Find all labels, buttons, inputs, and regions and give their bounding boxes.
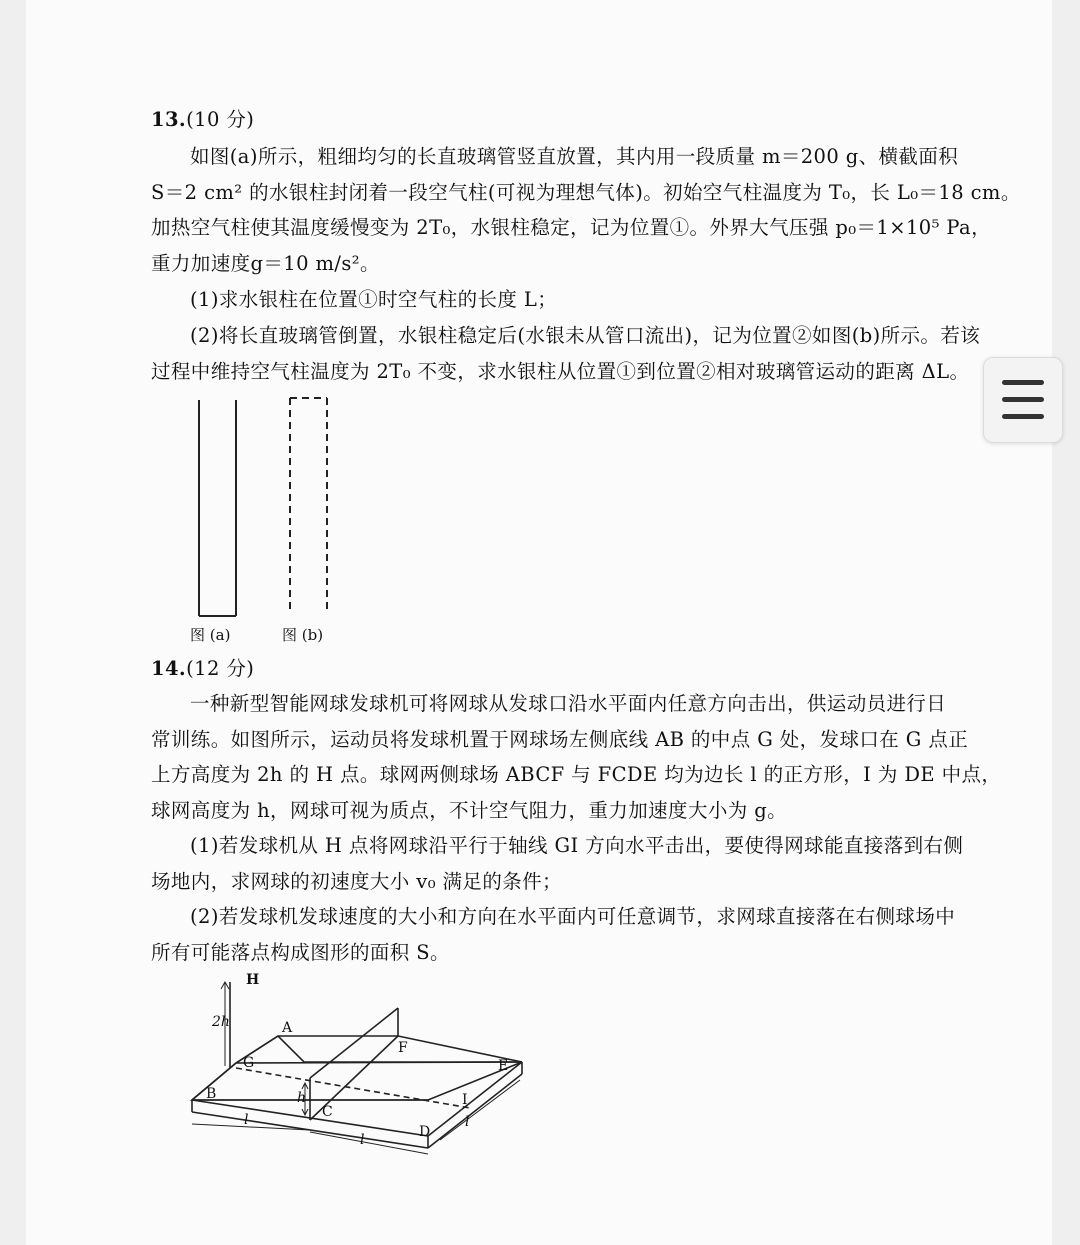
- q13-text-line-4: 重力加速度g＝10 m/s²。: [151, 252, 380, 275]
- figure-b-label: 图 (b): [282, 626, 324, 644]
- label-B: B: [206, 1086, 217, 1102]
- label-h: h: [297, 1090, 307, 1106]
- q13-sub2-line-2: 过程中维持空气柱温度为 2T₀ 不变，求水银柱从位置①到位置②相对玻璃管运动的距离 ΔL。: [151, 360, 970, 383]
- q14-text-line-3: 上方高度为 2h 的 H 点。球网两侧球场 ABCF 与 FCDE 均为边长 l 的正方形，I 为 DE 中点，: [151, 763, 1002, 786]
- q13-text-line-1: 如图(a)所示，粗细均匀的长直玻璃管竖直放置，其内用一段质量 m＝200 g、横截面积: [190, 145, 959, 168]
- label-l-right: l: [465, 1114, 470, 1130]
- q14-text-line-1: 一种新型智能网球发球机可将网球从发球口沿水平面内任意方向击出，供运动员进行日: [190, 692, 947, 715]
- q14-text-line-4: 球网高度为 h，网球可视为质点，不计空气阻力，重力加速度大小为 g。: [151, 799, 788, 822]
- label-l-left: l: [244, 1112, 249, 1128]
- label-C: C: [322, 1104, 333, 1120]
- label-F: F: [398, 1040, 408, 1056]
- label-D: D: [419, 1124, 431, 1140]
- court-outline: [192, 1036, 522, 1100]
- q13-text-line-2: S＝2 cm² 的水银柱封闭着一段空气柱(可视为理想气体)。初始空气柱温度为 T₀，长 L₀＝18 cm。: [151, 181, 1021, 204]
- axis-gi: [236, 1068, 470, 1108]
- q13-text-line-3: 加热空气柱使其温度缓慢变为 2T₀，水银柱稳定，记为位置①。外界大气压强 p₀＝1×10⁵ Pa，: [151, 216, 991, 239]
- q14-text-line-2: 常训练。如图所示，运动员将发球机置于网球场左侧底线 AB 的中点 G 处，发球口在 G 点正: [151, 728, 969, 751]
- label-l-middle: l: [360, 1132, 365, 1148]
- q14-sub1-line-1: (1)若发球机从 H 点将网球沿平行于轴线 GI 方向水平击出，要使得网球能直接落到右侧: [190, 834, 964, 857]
- hamburger-menu-button[interactable]: [983, 357, 1063, 443]
- label-2h: 2h: [212, 1014, 230, 1030]
- label-G: G: [243, 1055, 255, 1071]
- q14-sub2-line-2: 所有可能落点构成图形的面积 S。: [151, 941, 450, 964]
- figure-a-label: 图 (a): [190, 626, 231, 644]
- q13-points: (10 分): [186, 108, 255, 131]
- q13-number: 13.: [151, 108, 187, 131]
- q14-points: (12 分): [186, 657, 255, 680]
- q14-sub1-line-2: 场地内，求网球的初速度大小 v₀ 满足的条件；: [151, 870, 562, 893]
- label-H: H: [246, 972, 260, 988]
- label-E: E: [498, 1058, 509, 1074]
- q13-sub2-line-1: (2)将长直玻璃管倒置，水银柱稳定后(水银未从管口流出)，记为位置②如图(b)所示。若该: [190, 324, 981, 347]
- q14-number: 14.: [151, 657, 187, 680]
- label-A: A: [282, 1020, 293, 1036]
- q13-sub1: (1)求水银柱在位置①时空气柱的长度 L；: [190, 288, 558, 311]
- q14-sub2-line-1: (2)若发球机发球速度的大小和方向在水平面内可任意调节，求网球直接落在右侧球场中: [190, 905, 956, 928]
- label-I: I: [462, 1092, 468, 1108]
